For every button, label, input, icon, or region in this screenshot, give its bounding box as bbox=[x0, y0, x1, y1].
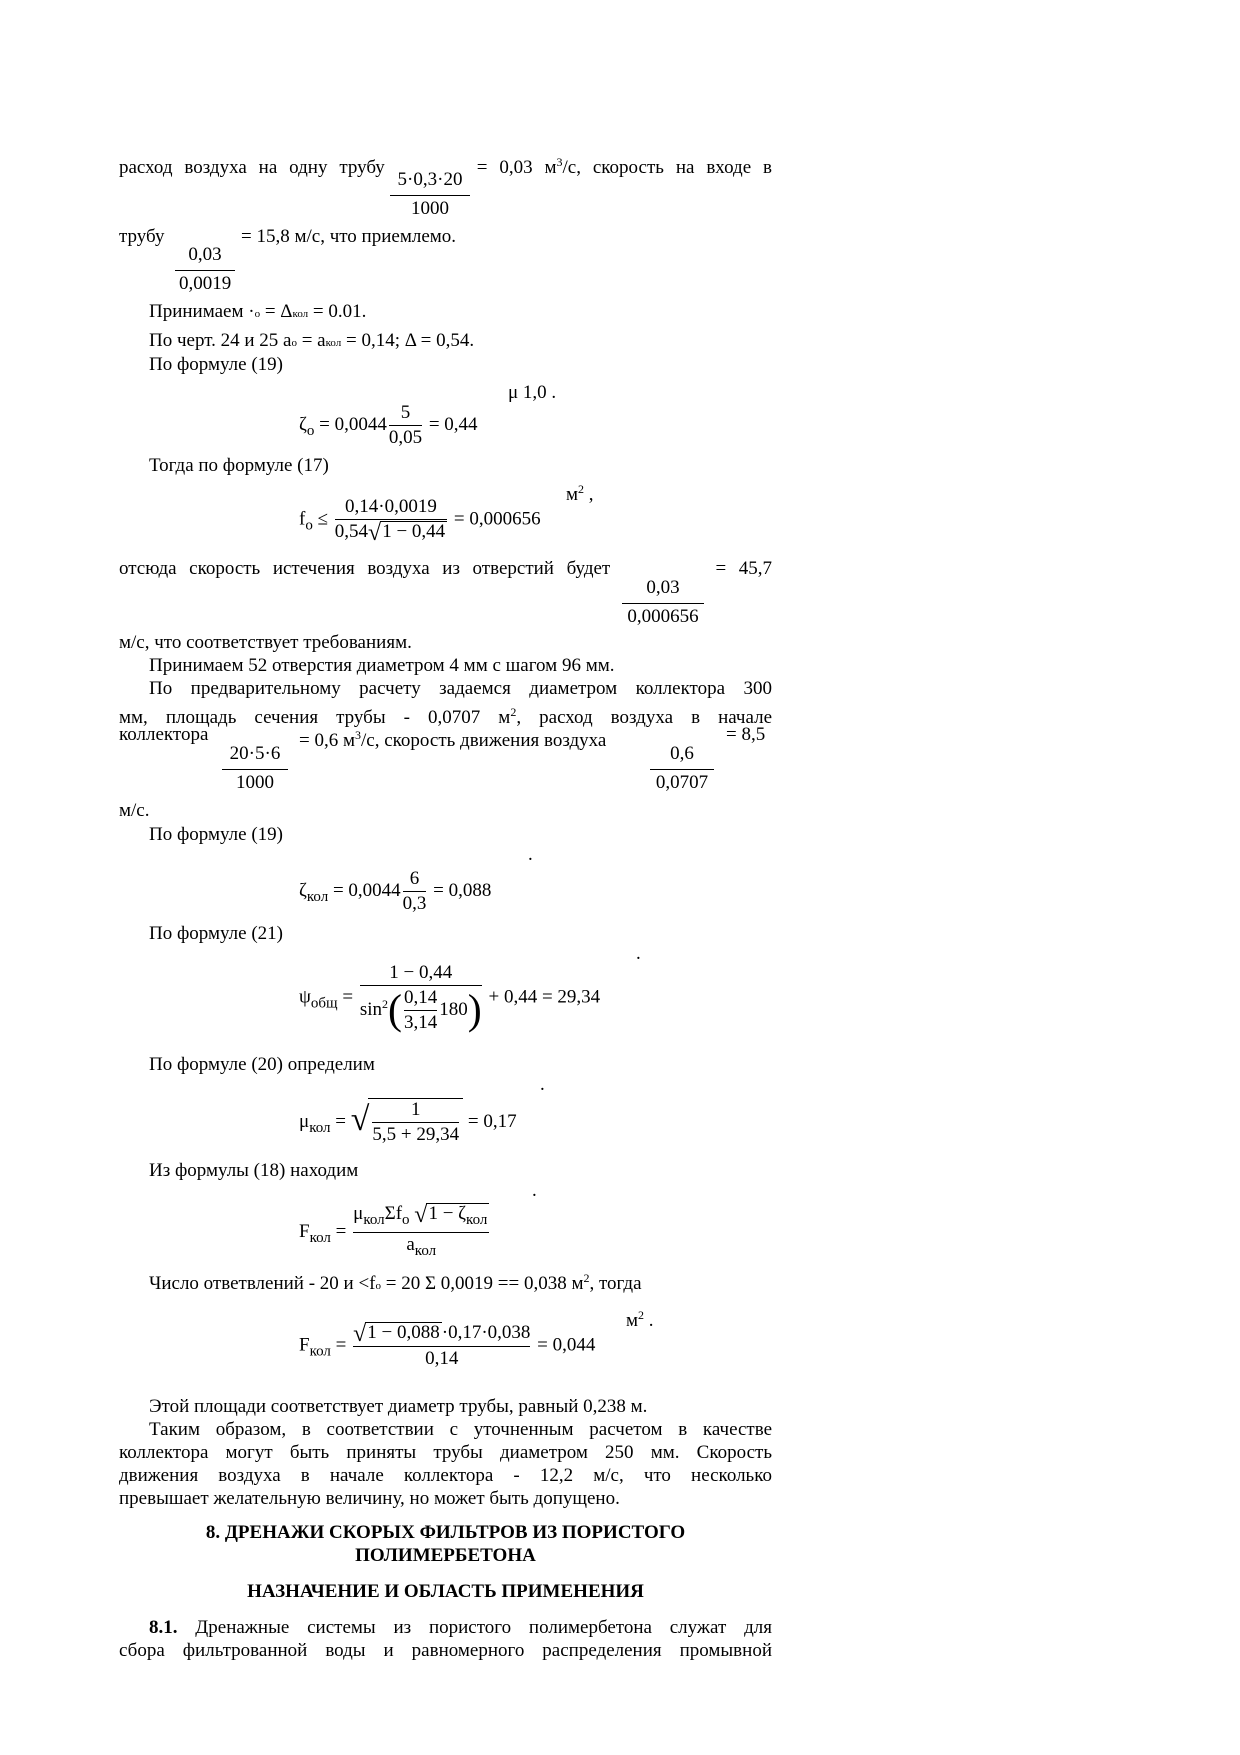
fraction: 0,6 0,0707 bbox=[650, 743, 714, 794]
text-line: Из формулы (18) находим bbox=[149, 1160, 359, 1181]
section-subtitle: НАЗНАЧЕНИЕ И ОБЛАСТЬ ПРИМЕНЕНИЯ bbox=[247, 1581, 644, 1602]
text-line: м/с. bbox=[119, 800, 150, 821]
text-line: коллектора bbox=[119, 724, 209, 745]
text-line: μ 1,0 . bbox=[508, 382, 557, 403]
dot: . bbox=[540, 1074, 545, 1095]
text-line: трубу bbox=[119, 226, 165, 247]
text-line: $м^2$ . bbox=[626, 1308, 654, 1331]
text-line: Принимаем 52 отверстия диаметром 4 мм с шагом 96 мм. bbox=[149, 655, 615, 676]
formula: $\mu_{кол}$ = √ $\frac{1}{5,5 + 29,34}$ = 0,17 bbox=[299, 1099, 517, 1145]
fraction: 5·0,3·20 1000 bbox=[390, 169, 470, 220]
fraction: 20·5·6 1000 bbox=[222, 743, 288, 794]
text-line: По формуле (20) определим bbox=[149, 1054, 375, 1075]
section-title: 8. ДРЕНАЖИ СКОРЫХ ФИЛЬТРОВ ИЗ ПОРИСТОГО bbox=[205, 1522, 686, 1543]
section-title: ПОЛИМЕРБЕТОНА bbox=[355, 1545, 536, 1566]
fraction: 0,03 0,0019 bbox=[175, 244, 235, 295]
formula: $\psi_{общ}$ = 1 − 0,44 $\sin^2$( $\frac{0,14}{3,14}$ 180) + 0,44 = 29,34 bbox=[299, 962, 601, 1034]
text-line: Таким образом, в соответствии с уточненным расчетом в качестве bbox=[149, 1419, 772, 1440]
text-line: 8.1. Дренажные системы из пористого полимербетона служат для bbox=[149, 1617, 772, 1638]
text-line: расход воздуха на одну трубу = 0,03 $м^3/с$, скорость на входе в bbox=[119, 155, 772, 178]
text-line: = 0,6 $м^3/с$, скорость движения воздуха bbox=[299, 728, 607, 751]
formula: $F_{кол}$ = $\frac{√1 - 0,088 \cdot 0,17\cdot 0,038}{0,14}$ = 0,044 bbox=[299, 1321, 596, 1369]
text-line: $м^2$ , bbox=[566, 482, 594, 505]
text-line: По черт. 24 и 25 ао = акол = 0,14; Δ = 0,54. bbox=[149, 330, 475, 351]
text-line: По формуле (19) bbox=[149, 824, 284, 845]
text-line: По формуле (21) bbox=[149, 923, 284, 944]
fraction: 0,03 0,000656 bbox=[622, 577, 704, 628]
text-line: превышает желательную величину, но может быть допущено. bbox=[119, 1488, 620, 1509]
text-line: отсюда скорость истечения воздуха из отверстий будет = 45,7 bbox=[119, 558, 773, 579]
text-line: Этой площади соответствует диаметр трубы, равный 0,238 м. bbox=[149, 1396, 648, 1417]
text-line: мм, площадь сечения трубы - 0,0707 $м^2$, расход воздуха в начале bbox=[119, 705, 772, 728]
text-line: По формуле (19) bbox=[149, 354, 284, 375]
text-line: = 15,8 м/с, что приемлемо. bbox=[241, 226, 457, 247]
formula: $f_о$ ≤ $\frac{0,14\cdot 0,0019}{0,54√1 - 0,44}$ = 0,000656 bbox=[299, 496, 541, 546]
dot: . bbox=[528, 844, 533, 865]
text-line: = 8,5 bbox=[726, 724, 766, 745]
text-line: движения воздуха в начале коллектора - 12,2 м/с, что несколько bbox=[119, 1465, 772, 1486]
formula: $\zeta_о = 0,0044$ $\frac{5}{0,05}$ = 0,44 bbox=[299, 402, 478, 448]
dot: . bbox=[532, 1180, 537, 1201]
formula: $F_{кол}$ = $\mu_{кол}\Sigma f_о$ $√1 - \zeta_{кол}$ $а_{кол}$ bbox=[299, 1202, 488, 1259]
text-line: сбора фильтрованной воды и равномерного распределения промывной bbox=[119, 1640, 772, 1661]
text-line: Принимаем ·о = Δкол = 0.01. bbox=[149, 301, 367, 322]
formula: $\zeta_{кол} = 0,0044$ $\frac{6}{0,3}$ = 0,088 bbox=[299, 868, 492, 914]
text-line: коллектора могут быть приняты трубы диаметром 250 мм. Скорость bbox=[119, 1442, 772, 1463]
text-line: Число ответвлений - 20 и <fо = 20 Σ 0,0019 == 0,038 $м^2$, тогда bbox=[149, 1271, 642, 1294]
text-line: По предварительному расчету задаемся диаметром коллектора 300 bbox=[149, 678, 772, 699]
dot: . bbox=[636, 943, 641, 964]
text-line: Тогда по формуле (17) bbox=[149, 455, 329, 476]
text-line: м/с, что соответствует требованиям. bbox=[119, 632, 412, 653]
